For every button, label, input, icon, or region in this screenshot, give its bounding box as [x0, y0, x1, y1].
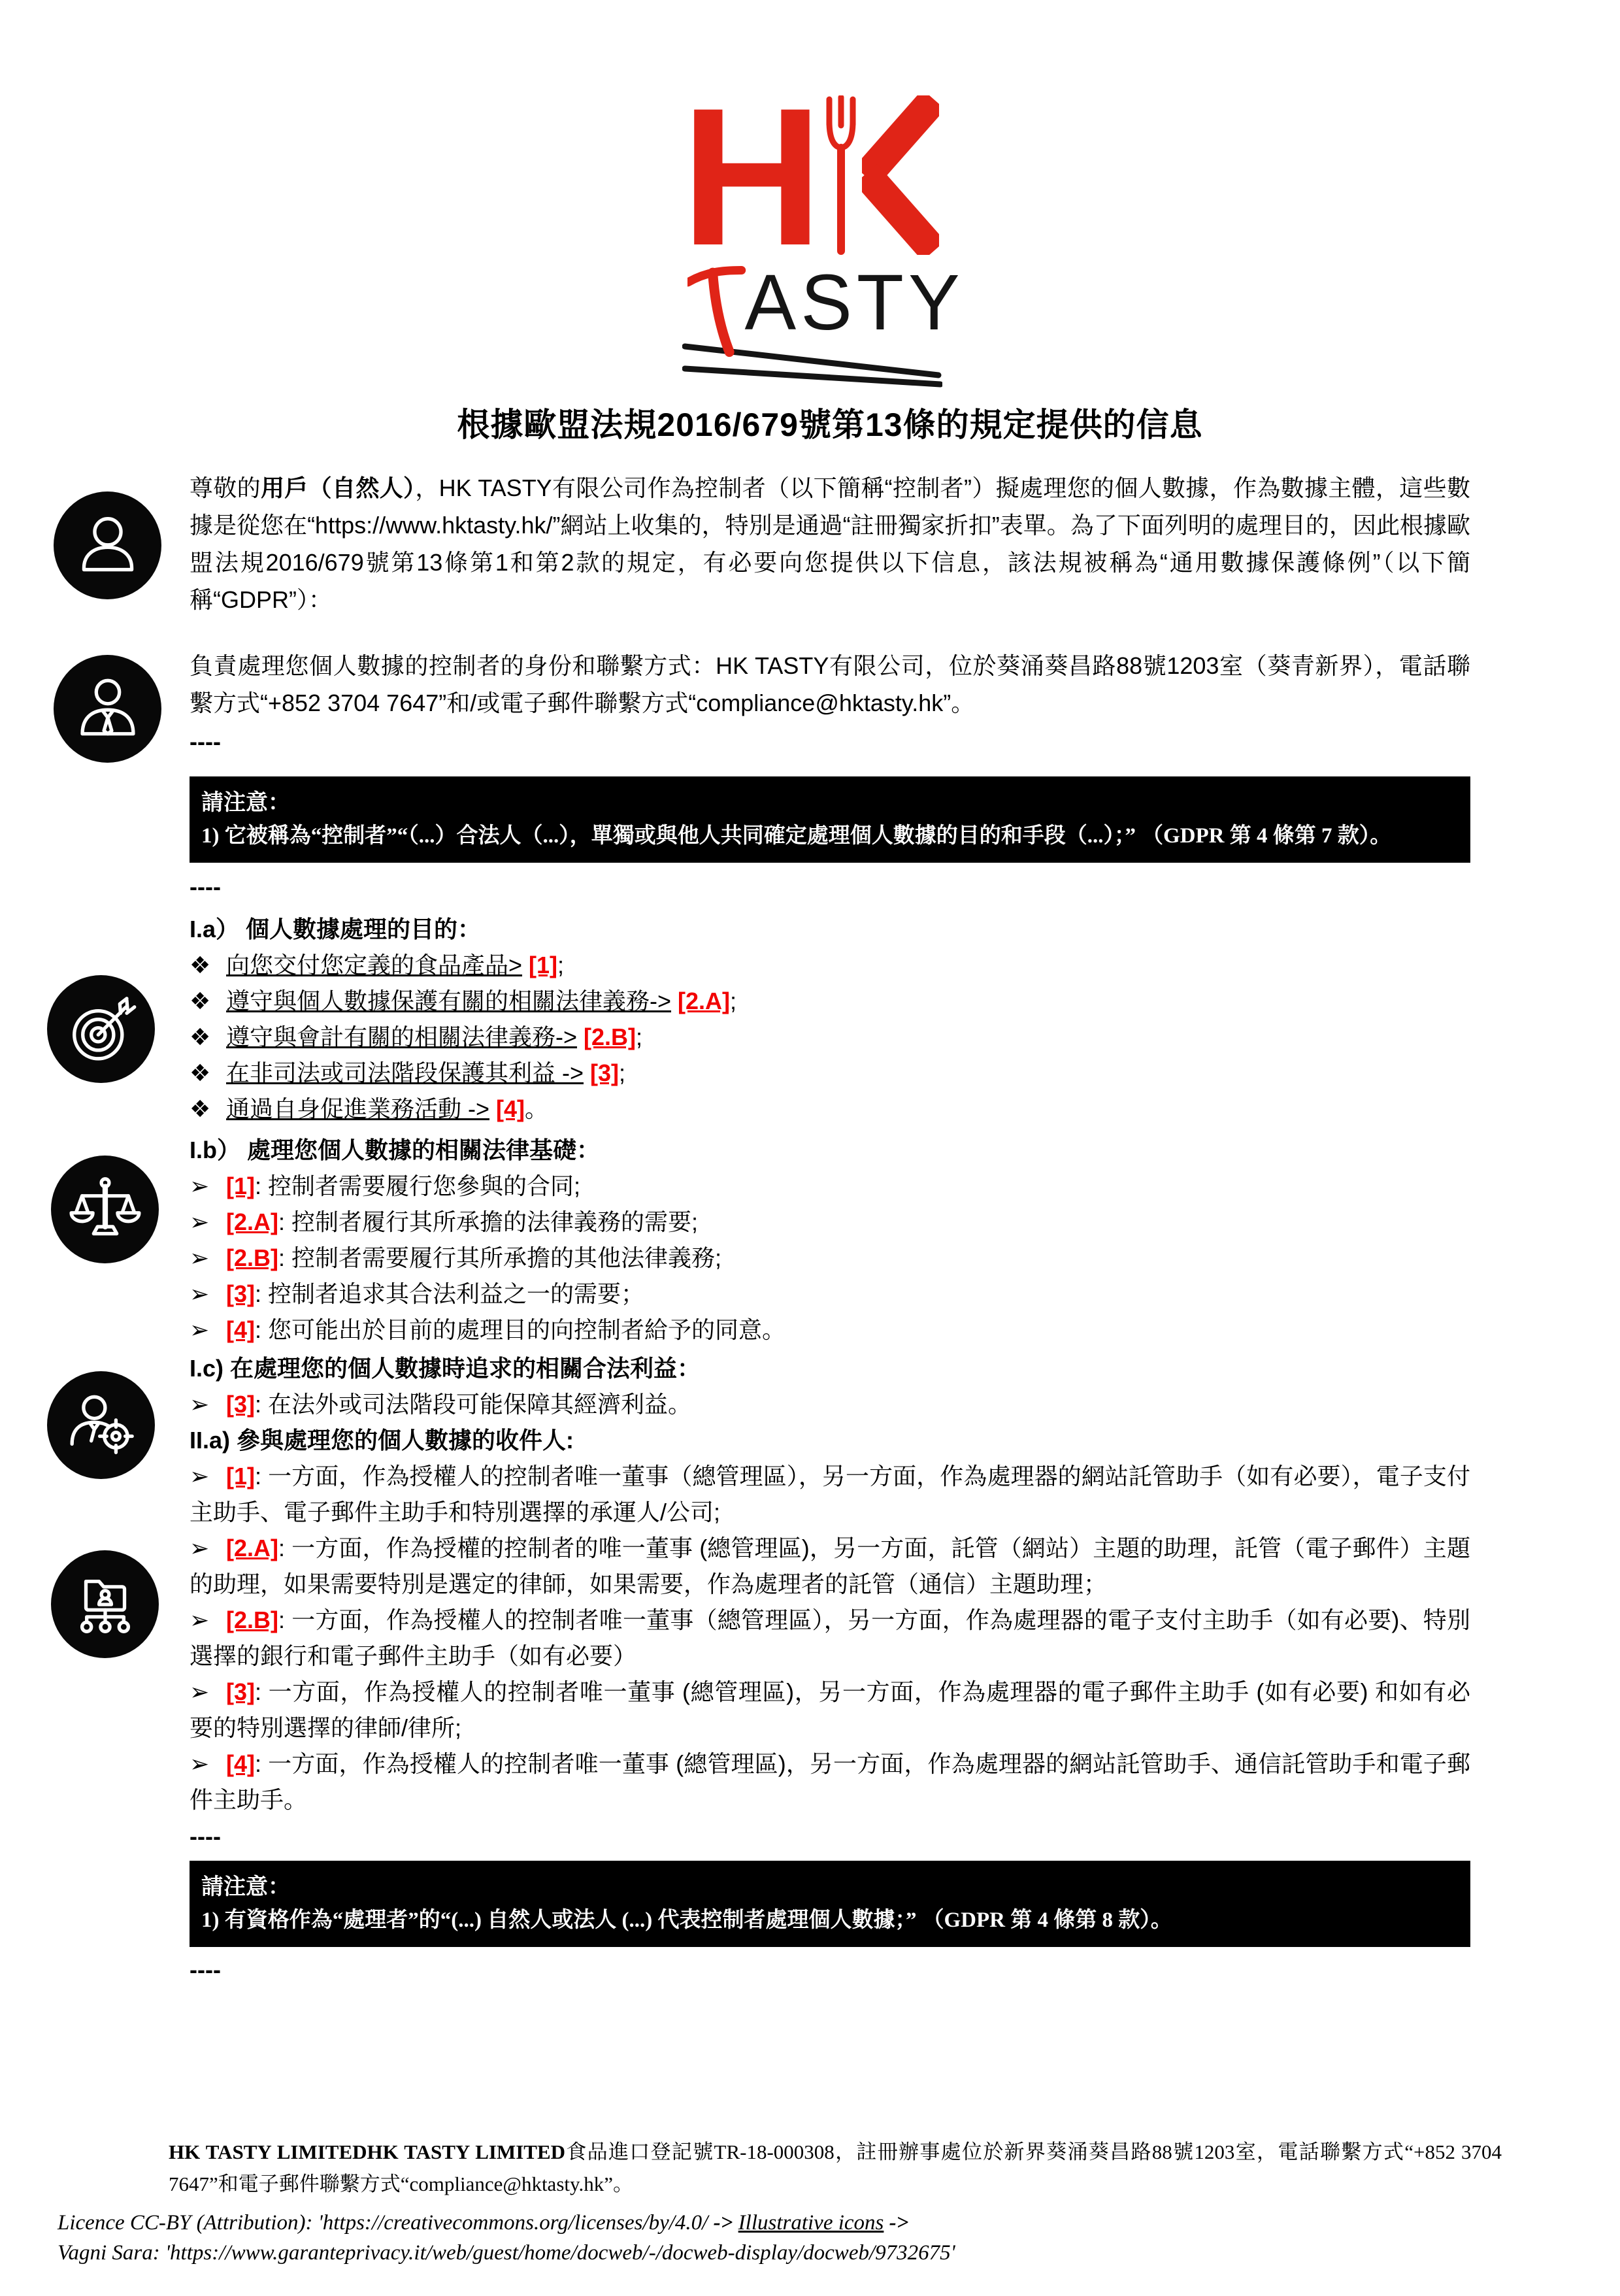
legal-basis-text: : 控制者需要履行您參與的合同; — [255, 1173, 581, 1199]
list-item — [190, 1240, 1470, 1276]
punctuation: ; — [636, 1023, 643, 1050]
punctuation: ; — [619, 1059, 626, 1086]
user-target-icon — [47, 1371, 155, 1479]
fork-icon — [821, 95, 861, 256]
notice-text: 1) 它被稱為“控制者”“（...）合法人（...），單獨或與他人共同確定處理個人數據的目的和手段（...）；” — [201, 824, 1136, 848]
separator-dashes: ---- — [190, 1823, 221, 1850]
arrow-bullet-icon: ➢ — [190, 1244, 210, 1271]
notice-text: 1) 有資格作為“處理者”的“(...) 自然人或法人 (...) 代表控制者處理個人數據；” — [201, 1908, 917, 1932]
footer-company-name: HK TASTY LIMITEDHK TASTY LIMITED — [169, 2140, 566, 2163]
diamond-bullet-icon: ❖ — [190, 1023, 211, 1050]
arrow-bullet-icon: ➢ — [190, 1280, 210, 1307]
legal-basis-text: : 控制者需要履行其所承擔的其他法律義務; — [278, 1244, 722, 1271]
separator-dashes: ---- — [190, 873, 221, 900]
recipients-item — [190, 1674, 1470, 1746]
list-item — [190, 1091, 1470, 1127]
list-item — [190, 1204, 1470, 1240]
notice-label: 請注意： — [201, 1875, 290, 1899]
arrow-bullet-icon: ➢ — [190, 1316, 210, 1343]
notice-gdpr-ref: （GDPR 第 4 條第 7 款）。 — [1142, 824, 1392, 848]
reference-tag: [3] — [590, 1059, 620, 1086]
list-item — [190, 1386, 1470, 1422]
legal-basis-text: : 您可能出於目前的處理目的向控制者給予的同意。 — [255, 1316, 786, 1343]
footer-company-info — [169, 2136, 1502, 2200]
licence-note — [58, 2208, 1534, 2268]
arrow-bullet-icon: ➢ — [190, 1606, 210, 1633]
logo-letter-h: H — [681, 67, 819, 286]
arrow-bullet-icon: ➢ — [190, 1535, 210, 1561]
target-icon — [47, 975, 155, 1083]
arrow-glyph: -> — [713, 2211, 733, 2235]
reference-tag: [1] — [226, 1463, 255, 1489]
punctuation: ; — [557, 952, 565, 978]
legal-basis-text: : 控制者履行其所承擔的法律義務的需要; — [278, 1208, 699, 1235]
notice-label: 請注意： — [201, 791, 290, 815]
scales-icon — [51, 1156, 159, 1263]
intro-paragraph-1 — [190, 469, 1470, 618]
reference-tag: [4] — [226, 1316, 255, 1343]
section-heading-iia: II.a) 參與處理您的個人數據的收件人: — [190, 1427, 574, 1454]
punctuation: 。 — [525, 1095, 549, 1122]
separator-dashes: ---- — [190, 1956, 221, 1983]
illustrative-icons-link[interactable]: Illustrative icons — [738, 2211, 884, 2235]
reference-tag: [2.A] — [226, 1208, 278, 1235]
reference-tag: [4] — [226, 1750, 255, 1777]
reference-tag: [2.B] — [226, 1606, 278, 1633]
diamond-bullet-icon: ❖ — [190, 1059, 211, 1086]
footer-company-details: 食品進口登記號TR-18-000308，註冊辦事處位於新界葵涌葵昌路88號1203室，電話聯繫方式“+852 3704 7647”和電子郵件聯繫方式“compliance@hktasty.hk”。 — [169, 2140, 1502, 2195]
list-item — [190, 1276, 1470, 1312]
reference-tag: [4] — [496, 1095, 525, 1122]
intro-p1-rest: ，HK TASTY有限公司作為控制者（以下簡稱“控制者”）擬處理您的個人數據，作為數據主體，這些數據是從您在“https://www.hktasty.hk/”網站上收集的，特別是通過“註冊獨家折扣”表單。為了下面列明的處理目的，因此根據歐盟法規2016/679號第13條第1和第2款的規定，有必要向您提供以下信息，該法規被稱為“通用數據保護條例”（以下簡稱“GDPR”）： — [190, 474, 1470, 613]
recipients-item — [190, 1530, 1470, 1602]
purpose-text: 通過自身促進業務活動 -> — [226, 1095, 490, 1122]
list-item — [190, 1055, 1470, 1091]
arrow-bullet-icon: ➢ — [190, 1463, 210, 1489]
notice-gdpr-ref: （GDPR 第 4 條第 8 款）。 — [922, 1908, 1172, 1932]
licence-line-1 — [58, 2208, 1534, 2238]
section-heading-ic: I.c) 在處理您的個人數據時追求的相關合法利益： — [190, 1355, 701, 1382]
recipients-text: : 一方面，作為授權人的控制者唯一董事 (總管理區)，另一方面，作為處理器的電子郵件主助手 (如有必要) 和如有必要的特別選擇的律師/律所; — [190, 1678, 1470, 1741]
reference-tag: [1] — [529, 952, 558, 978]
purpose-text: 在非司法或司法階段保護其利益 -> — [226, 1059, 584, 1086]
logo-tasty-row — [689, 258, 965, 347]
folder-network-icon — [51, 1550, 159, 1658]
controller-contact-paragraph: 負責處理您個人數據的控制者的身份和聯繫方式：HK TASTY有限公司，位於葵涌葵昌路88號1203室（葵青新界），電話聯繫方式“+852 3704 7647”和/或電子郵件聯繫方式“compliance@hktasty.hk”。 — [190, 652, 1470, 716]
diamond-bullet-icon: ❖ — [190, 952, 211, 978]
hk-tasty-logo — [673, 67, 965, 397]
list-item — [190, 983, 1470, 1019]
list-item — [190, 1168, 1470, 1204]
arrow-bullet-icon: ➢ — [190, 1678, 210, 1705]
separator-dashes: ---- — [190, 728, 221, 755]
list-item — [190, 1019, 1470, 1055]
user-icon — [54, 491, 161, 599]
purpose-text: 遵守與個人數據保護有關的相關法律義務-> — [226, 988, 672, 1014]
reference-tag: [3] — [226, 1280, 255, 1307]
punctuation: ; — [730, 988, 737, 1014]
logo-k-legs — [862, 95, 939, 255]
purpose-text: 遵守與會計有關的相關法律義務-> — [226, 1023, 578, 1050]
logo-word-asty: ASTY — [744, 258, 965, 347]
notice-box-processor — [190, 1861, 1470, 1947]
reference-tag: [2.B] — [226, 1244, 278, 1271]
business-user-icon — [54, 655, 161, 763]
arrow-bullet-icon: ➢ — [190, 1750, 210, 1777]
diamond-bullet-icon: ❖ — [190, 988, 211, 1014]
diamond-bullet-icon: ❖ — [190, 1095, 211, 1122]
section-heading-ib: I.b） 處理您個人數據的相關法律基礎： — [190, 1137, 600, 1163]
recipients-item — [190, 1602, 1470, 1674]
intro-p1-bold: 用戶（自然人） — [261, 474, 416, 501]
recipients-text: : 一方面，作為授權的控制者的唯一董事 (總管理區)，另一方面，託管（網站）主題的助理，託管（電子郵件）主題的助理，如果需要特別是選定的律師，如果需要，作為處理者的託管（通信）主題助理； — [190, 1535, 1470, 1597]
reference-tag: [2.A] — [678, 988, 731, 1014]
arrow-glyph: -> — [889, 2211, 909, 2235]
recipients-item — [190, 1746, 1470, 1818]
reference-tag: [1] — [226, 1173, 255, 1199]
licence-line-2: Vagni Sara: 'https://www.garanteprivacy.it/web/guest/home/docweb/-/docweb-display/docweb/9732675' — [58, 2241, 955, 2265]
list-item — [190, 947, 1470, 983]
document-body — [190, 469, 1470, 1986]
arrow-bullet-icon: ➢ — [190, 1391, 210, 1418]
page-title: 根據歐盟法規2016/679號第13條的規定提供的信息 — [457, 407, 1203, 443]
arrow-bullet-icon: ➢ — [190, 1173, 210, 1199]
legal-basis-text: : 控制者追求其合法利益之一的需要； — [255, 1280, 645, 1307]
reference-tag: [2.B] — [584, 1023, 636, 1050]
licence-text: Licence CC-BY (Attribution): 'https://creativecommons.org/licenses/by/4.0/ — [58, 2211, 708, 2235]
logo-red-t — [687, 261, 753, 359]
reference-tag: [2.A] — [226, 1535, 278, 1561]
recipients-item — [190, 1458, 1470, 1530]
reference-tag: [3] — [226, 1391, 255, 1418]
list-item — [190, 1312, 1470, 1348]
notice-box-controller — [190, 776, 1470, 863]
recipients-text: : 一方面，作為授權人的控制者唯一董事 (總管理區)，另一方面，作為處理器的網站託管助手、通信託管助手和電子郵件主助手。 — [190, 1750, 1470, 1813]
recipients-text: : 一方面，作為授權人的控制者唯一董事（總管理區），另一方面，作為處理器的電子支付主助手（如有必要)、特別選擇的銀行和電子郵件主助手（如有必要） — [190, 1606, 1470, 1669]
intro-p1-prefix: 尊敬的 — [190, 474, 261, 501]
recipients-text: : 一方面，作為授權人的控制者唯一董事（總管理區），另一方面，作為處理器的網站託管助手（如有必要），電子支付主助手、電子郵件主助手和特別選擇的承運人/公司; — [190, 1463, 1470, 1525]
arrow-bullet-icon: ➢ — [190, 1208, 210, 1235]
reference-tag: [3] — [226, 1678, 255, 1705]
legitimate-interest-text: : 在法外或司法階段可能保障其經濟利益。 — [255, 1391, 692, 1418]
logo-hk-row — [673, 67, 948, 286]
section-heading-ia: I.a） 個人數據處理的目的： — [190, 916, 482, 942]
purpose-text: 向您交付您定義的食品產品> — [226, 952, 523, 978]
